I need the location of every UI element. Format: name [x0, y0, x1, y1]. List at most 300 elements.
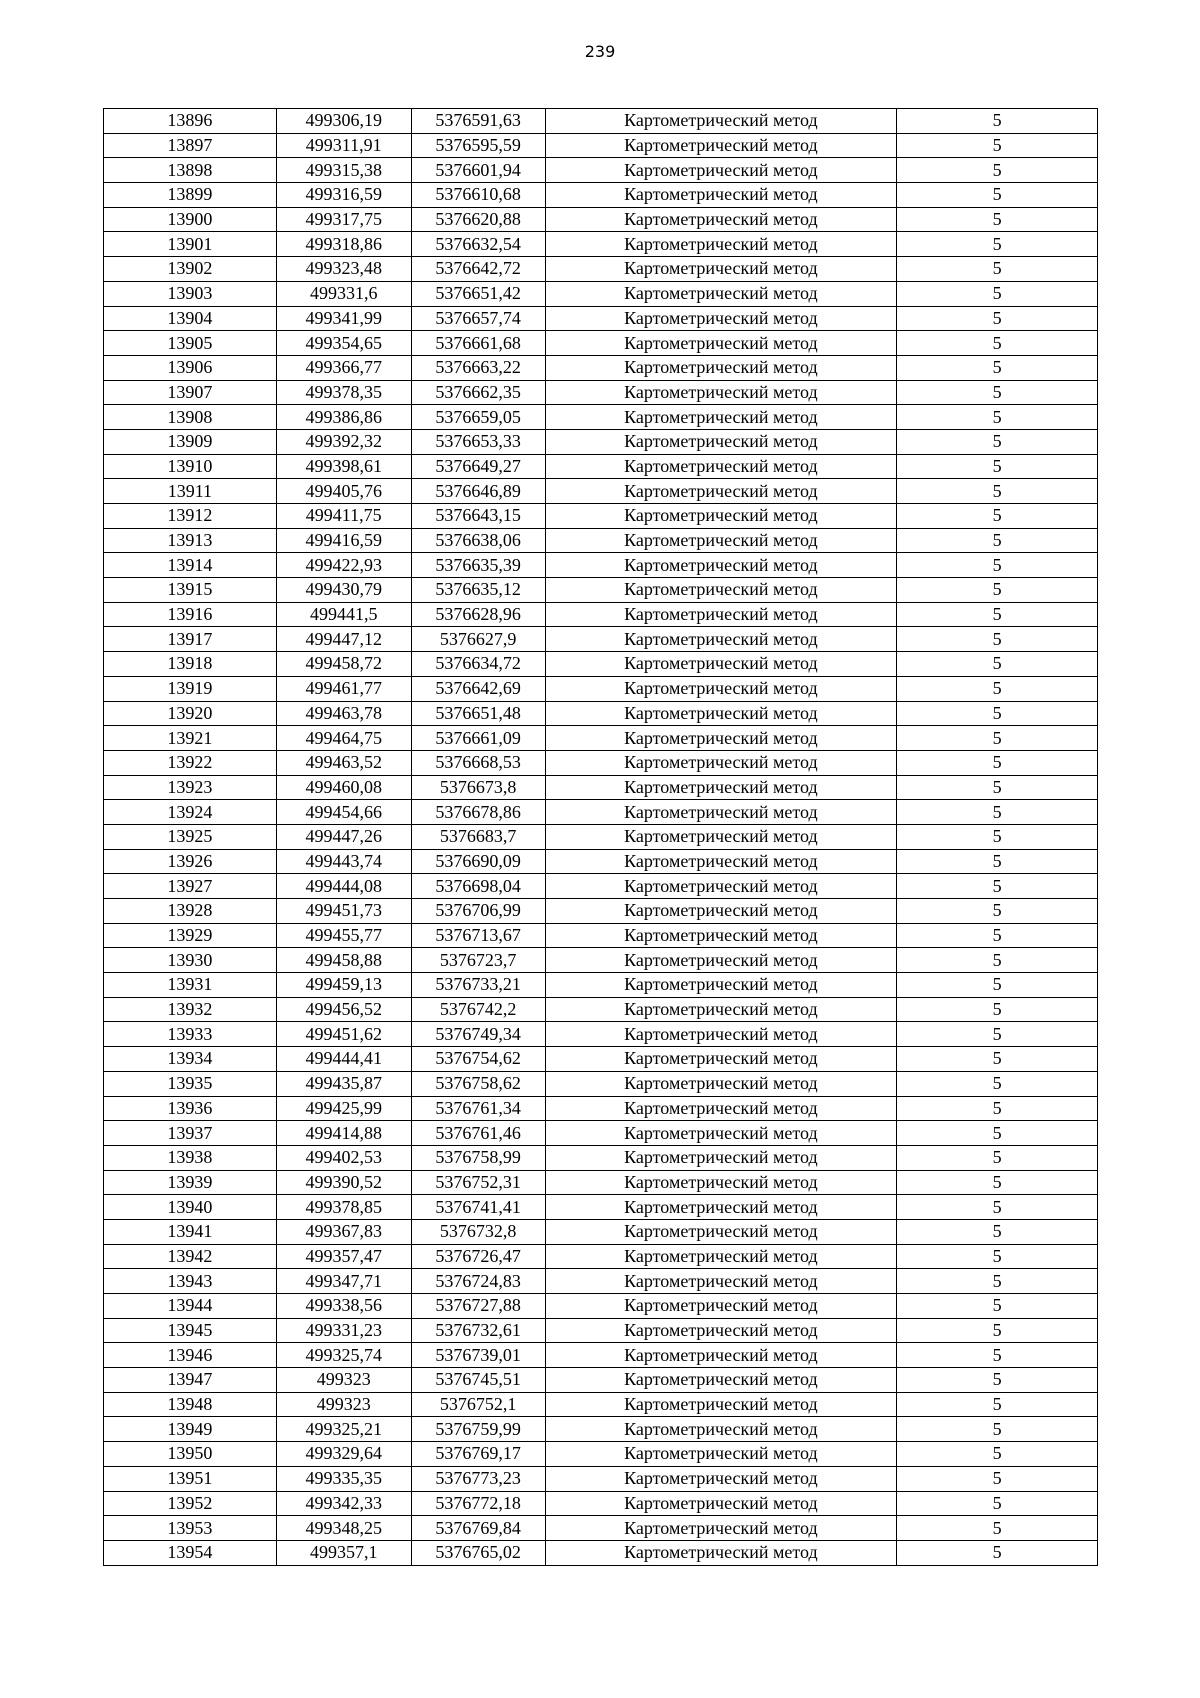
x-coordinate-cell: 499378,85: [276, 1195, 411, 1220]
method-cell: Картометрический метод: [545, 1516, 897, 1541]
accuracy-cell: 5: [897, 676, 1098, 701]
x-coordinate-cell: 499315,38: [276, 158, 411, 183]
x-coordinate-cell: 499405,76: [276, 479, 411, 504]
table-row: [104, 133, 1098, 158]
accuracy-cell: 5: [897, 1071, 1098, 1096]
point-number-cell: 13952: [104, 1491, 277, 1516]
accuracy-cell: 5: [897, 257, 1098, 282]
x-coordinate-cell: 499441,5: [276, 602, 411, 627]
method-cell: Картометрический метод: [545, 109, 897, 134]
method-cell: Картометрический метод: [545, 874, 897, 899]
table-row: [104, 1269, 1098, 1294]
table-row: [104, 207, 1098, 232]
accuracy-cell: 5: [897, 232, 1098, 257]
x-coordinate-cell: 499378,35: [276, 380, 411, 405]
x-coordinate-cell: 499463,52: [276, 750, 411, 775]
method-cell: Картометрический метод: [545, 948, 897, 973]
table-row: [104, 454, 1098, 479]
y-coordinate-cell: 5376663,22: [411, 355, 545, 380]
x-coordinate-cell: 499317,75: [276, 207, 411, 232]
accuracy-cell: 5: [897, 1022, 1098, 1047]
accuracy-cell: 5: [897, 504, 1098, 529]
accuracy-cell: 5: [897, 331, 1098, 356]
method-cell: Картометрический метод: [545, 355, 897, 380]
point-number-cell: 13944: [104, 1294, 277, 1319]
y-coordinate-cell: 5376610,68: [411, 183, 545, 208]
y-coordinate-cell: 5376761,34: [411, 1096, 545, 1121]
accuracy-cell: 5: [897, 1294, 1098, 1319]
y-coordinate-cell: 5376683,7: [411, 824, 545, 849]
x-coordinate-cell: 499430,79: [276, 578, 411, 603]
method-cell: Картометрический метод: [545, 1442, 897, 1467]
accuracy-cell: 5: [897, 1145, 1098, 1170]
y-coordinate-cell: 5376741,41: [411, 1195, 545, 1220]
point-number-cell: 13924: [104, 800, 277, 825]
table-row: [104, 528, 1098, 553]
table-row: [104, 257, 1098, 282]
method-cell: Картометрический метод: [545, 133, 897, 158]
y-coordinate-cell: 5376657,74: [411, 306, 545, 331]
x-coordinate-cell: 499458,88: [276, 948, 411, 973]
y-coordinate-cell: 5376601,94: [411, 158, 545, 183]
y-coordinate-cell: 5376732,8: [411, 1219, 545, 1244]
y-coordinate-cell: 5376742,2: [411, 997, 545, 1022]
table-row: [104, 331, 1098, 356]
method-cell: Картометрический метод: [545, 1318, 897, 1343]
accuracy-cell: 5: [897, 726, 1098, 751]
x-coordinate-cell: 499460,08: [276, 775, 411, 800]
point-number-cell: 13936: [104, 1096, 277, 1121]
y-coordinate-cell: 5376773,23: [411, 1466, 545, 1491]
y-coordinate-cell: 5376713,67: [411, 923, 545, 948]
table-row: [104, 1491, 1098, 1516]
x-coordinate-cell: 499425,99: [276, 1096, 411, 1121]
point-number-cell: 13931: [104, 973, 277, 998]
method-cell: Картометрический метод: [545, 1071, 897, 1096]
y-coordinate-cell: 5376595,59: [411, 133, 545, 158]
point-number-cell: 13920: [104, 701, 277, 726]
y-coordinate-cell: 5376649,27: [411, 454, 545, 479]
table-row: [104, 874, 1098, 899]
x-coordinate-cell: 499444,41: [276, 1047, 411, 1072]
accuracy-cell: 5: [897, 1466, 1098, 1491]
table-row: [104, 1219, 1098, 1244]
table-row: [104, 652, 1098, 677]
method-cell: Картометрический метод: [545, 775, 897, 800]
point-number-cell: 13942: [104, 1244, 277, 1269]
y-coordinate-cell: 5376749,34: [411, 1022, 545, 1047]
x-coordinate-cell: 499447,26: [276, 824, 411, 849]
point-number-cell: 13953: [104, 1516, 277, 1541]
x-coordinate-cell: 499414,88: [276, 1121, 411, 1146]
y-coordinate-cell: 5376732,61: [411, 1318, 545, 1343]
y-coordinate-cell: 5376765,02: [411, 1540, 545, 1565]
table-row: [104, 1442, 1098, 1467]
point-number-cell: 13918: [104, 652, 277, 677]
table-row: [104, 479, 1098, 504]
x-coordinate-cell: 499456,52: [276, 997, 411, 1022]
accuracy-cell: 5: [897, 355, 1098, 380]
point-number-cell: 13915: [104, 578, 277, 603]
table-row: [104, 183, 1098, 208]
table-row: [104, 1145, 1098, 1170]
accuracy-cell: 5: [897, 973, 1098, 998]
method-cell: Картометрический метод: [545, 602, 897, 627]
x-coordinate-cell: 499325,74: [276, 1343, 411, 1368]
point-number-cell: 13947: [104, 1368, 277, 1393]
y-coordinate-cell: 5376643,15: [411, 504, 545, 529]
point-number-cell: 13930: [104, 948, 277, 973]
y-coordinate-cell: 5376659,05: [411, 405, 545, 430]
table-row: [104, 973, 1098, 998]
point-number-cell: 13949: [104, 1417, 277, 1442]
point-number-cell: 13954: [104, 1540, 277, 1565]
table-row: [104, 578, 1098, 603]
table-row: [104, 1540, 1098, 1565]
point-number-cell: 13932: [104, 997, 277, 1022]
point-number-cell: 13896: [104, 109, 277, 134]
x-coordinate-cell: 499311,91: [276, 133, 411, 158]
method-cell: Картометрический метод: [545, 973, 897, 998]
accuracy-cell: 5: [897, 1121, 1098, 1146]
point-number-cell: 13904: [104, 306, 277, 331]
point-number-cell: 13945: [104, 1318, 277, 1343]
method-cell: Картометрический метод: [545, 553, 897, 578]
point-number-cell: 13927: [104, 874, 277, 899]
table-row: [104, 553, 1098, 578]
table-row: [104, 602, 1098, 627]
x-coordinate-cell: 499342,33: [276, 1491, 411, 1516]
point-number-cell: 13913: [104, 528, 277, 553]
x-coordinate-cell: 499402,53: [276, 1145, 411, 1170]
x-coordinate-cell: 499323,48: [276, 257, 411, 282]
x-coordinate-cell: 499435,87: [276, 1071, 411, 1096]
x-coordinate-cell: 499323: [276, 1368, 411, 1393]
table-row: [104, 1417, 1098, 1442]
x-coordinate-cell: 499316,59: [276, 183, 411, 208]
accuracy-cell: 5: [897, 1491, 1098, 1516]
method-cell: Картометрический метод: [545, 183, 897, 208]
accuracy-cell: 5: [897, 1219, 1098, 1244]
accuracy-cell: 5: [897, 429, 1098, 454]
x-coordinate-cell: 499451,73: [276, 899, 411, 924]
accuracy-cell: 5: [897, 454, 1098, 479]
x-coordinate-cell: 499451,62: [276, 1022, 411, 1047]
accuracy-cell: 5: [897, 281, 1098, 306]
method-cell: Картометрический метод: [545, 726, 897, 751]
point-number-cell: 13897: [104, 133, 277, 158]
method-cell: Картометрический метод: [545, 800, 897, 825]
accuracy-cell: 5: [897, 1195, 1098, 1220]
accuracy-cell: 5: [897, 1417, 1098, 1442]
method-cell: Картометрический метод: [545, 1047, 897, 1072]
x-coordinate-cell: 499459,13: [276, 973, 411, 998]
x-coordinate-cell: 499455,77: [276, 923, 411, 948]
y-coordinate-cell: 5376758,99: [411, 1145, 545, 1170]
y-coordinate-cell: 5376739,01: [411, 1343, 545, 1368]
x-coordinate-cell: 499416,59: [276, 528, 411, 553]
table-row: [104, 627, 1098, 652]
table-row: [104, 923, 1098, 948]
method-cell: Картометрический метод: [545, 1343, 897, 1368]
table-row: [104, 306, 1098, 331]
y-coordinate-cell: 5376673,8: [411, 775, 545, 800]
y-coordinate-cell: 5376632,54: [411, 232, 545, 257]
y-coordinate-cell: 5376758,62: [411, 1071, 545, 1096]
x-coordinate-cell: 499348,25: [276, 1516, 411, 1541]
point-number-cell: 13941: [104, 1219, 277, 1244]
table-row: [104, 800, 1098, 825]
point-number-cell: 13914: [104, 553, 277, 578]
table-row: [104, 676, 1098, 701]
table-row: [104, 109, 1098, 134]
method-cell: Картометрический метод: [545, 429, 897, 454]
accuracy-cell: 5: [897, 405, 1098, 430]
table-row: [104, 281, 1098, 306]
point-number-cell: 13909: [104, 429, 277, 454]
point-number-cell: 13910: [104, 454, 277, 479]
x-coordinate-cell: 499318,86: [276, 232, 411, 257]
x-coordinate-cell: 499367,83: [276, 1219, 411, 1244]
table-row: [104, 1392, 1098, 1417]
point-number-cell: 13928: [104, 899, 277, 924]
accuracy-cell: 5: [897, 207, 1098, 232]
method-cell: Картометрический метод: [545, 306, 897, 331]
x-coordinate-cell: 499398,61: [276, 454, 411, 479]
y-coordinate-cell: 5376620,88: [411, 207, 545, 232]
method-cell: Картометрический метод: [545, 1294, 897, 1319]
y-coordinate-cell: 5376752,1: [411, 1392, 545, 1417]
x-coordinate-cell: 499357,1: [276, 1540, 411, 1565]
x-coordinate-cell: 499458,72: [276, 652, 411, 677]
method-cell: Картометрический метод: [545, 1540, 897, 1565]
point-number-cell: 13919: [104, 676, 277, 701]
method-cell: Картометрический метод: [545, 627, 897, 652]
method-cell: Картометрический метод: [545, 1096, 897, 1121]
accuracy-cell: 5: [897, 306, 1098, 331]
table-row: [104, 405, 1098, 430]
y-coordinate-cell: 5376651,48: [411, 701, 545, 726]
y-coordinate-cell: 5376745,51: [411, 1368, 545, 1393]
accuracy-cell: 5: [897, 1442, 1098, 1467]
point-number-cell: 13908: [104, 405, 277, 430]
y-coordinate-cell: 5376706,99: [411, 899, 545, 924]
y-coordinate-cell: 5376646,89: [411, 479, 545, 504]
x-coordinate-cell: 499461,77: [276, 676, 411, 701]
point-number-cell: 13917: [104, 627, 277, 652]
method-cell: Картометрический метод: [545, 676, 897, 701]
point-number-cell: 13901: [104, 232, 277, 257]
table-row: [104, 1244, 1098, 1269]
accuracy-cell: 5: [897, 1516, 1098, 1541]
y-coordinate-cell: 5376723,7: [411, 948, 545, 973]
method-cell: Картометрический метод: [545, 454, 897, 479]
y-coordinate-cell: 5376761,46: [411, 1121, 545, 1146]
point-number-cell: 13948: [104, 1392, 277, 1417]
point-number-cell: 13925: [104, 824, 277, 849]
accuracy-cell: 5: [897, 874, 1098, 899]
x-coordinate-cell: 499454,66: [276, 800, 411, 825]
x-coordinate-cell: 499392,32: [276, 429, 411, 454]
y-coordinate-cell: 5376635,12: [411, 578, 545, 603]
point-number-cell: 13898: [104, 158, 277, 183]
method-cell: Картометрический метод: [545, 923, 897, 948]
y-coordinate-cell: 5376642,72: [411, 257, 545, 282]
method-cell: Картометрический метод: [545, 1417, 897, 1442]
y-coordinate-cell: 5376661,09: [411, 726, 545, 751]
method-cell: Картометрический метод: [545, 824, 897, 849]
method-cell: Картометрический метод: [545, 281, 897, 306]
accuracy-cell: 5: [897, 750, 1098, 775]
accuracy-cell: 5: [897, 1540, 1098, 1565]
point-number-cell: 13940: [104, 1195, 277, 1220]
method-cell: Картометрический метод: [545, 849, 897, 874]
table-row: [104, 1368, 1098, 1393]
y-coordinate-cell: 5376635,39: [411, 553, 545, 578]
method-cell: Картометрический метод: [545, 1491, 897, 1516]
table-row: [104, 429, 1098, 454]
accuracy-cell: 5: [897, 1096, 1098, 1121]
point-number-cell: 13926: [104, 849, 277, 874]
accuracy-cell: 5: [897, 1368, 1098, 1393]
method-cell: Картометрический метод: [545, 1219, 897, 1244]
point-number-cell: 13939: [104, 1170, 277, 1195]
method-cell: Картометрический метод: [545, 158, 897, 183]
point-number-cell: 13922: [104, 750, 277, 775]
x-coordinate-cell: 499354,65: [276, 331, 411, 356]
accuracy-cell: 5: [897, 1392, 1098, 1417]
table-row: [104, 1294, 1098, 1319]
method-cell: Картометрический метод: [545, 405, 897, 430]
x-coordinate-cell: 499338,56: [276, 1294, 411, 1319]
x-coordinate-cell: 499443,74: [276, 849, 411, 874]
x-coordinate-cell: 499357,47: [276, 1244, 411, 1269]
table-row: [104, 1022, 1098, 1047]
method-cell: Картометрический метод: [545, 1022, 897, 1047]
accuracy-cell: 5: [897, 380, 1098, 405]
x-coordinate-cell: 499329,64: [276, 1442, 411, 1467]
table-row: [104, 355, 1098, 380]
y-coordinate-cell: 5376726,47: [411, 1244, 545, 1269]
point-number-cell: 13899: [104, 183, 277, 208]
method-cell: Картометрический метод: [545, 578, 897, 603]
x-coordinate-cell: 499347,71: [276, 1269, 411, 1294]
y-coordinate-cell: 5376642,69: [411, 676, 545, 701]
y-coordinate-cell: 5376690,09: [411, 849, 545, 874]
method-cell: Картометрический метод: [545, 1269, 897, 1294]
y-coordinate-cell: 5376727,88: [411, 1294, 545, 1319]
method-cell: Картометрический метод: [545, 997, 897, 1022]
table-row: [104, 1466, 1098, 1491]
table-row: [104, 504, 1098, 529]
table-row: [104, 232, 1098, 257]
coordinates-table-body: [104, 109, 1098, 1566]
method-cell: Картометрический метод: [545, 331, 897, 356]
accuracy-cell: 5: [897, 948, 1098, 973]
accuracy-cell: 5: [897, 158, 1098, 183]
accuracy-cell: 5: [897, 627, 1098, 652]
y-coordinate-cell: 5376651,42: [411, 281, 545, 306]
accuracy-cell: 5: [897, 1318, 1098, 1343]
accuracy-cell: 5: [897, 849, 1098, 874]
x-coordinate-cell: 499306,19: [276, 109, 411, 134]
point-number-cell: 13951: [104, 1466, 277, 1491]
x-coordinate-cell: 499386,86: [276, 405, 411, 430]
point-number-cell: 13903: [104, 281, 277, 306]
x-coordinate-cell: 499325,21: [276, 1417, 411, 1442]
method-cell: Картометрический метод: [545, 1392, 897, 1417]
method-cell: Картометрический метод: [545, 1368, 897, 1393]
method-cell: Картометрический метод: [545, 1195, 897, 1220]
method-cell: Картометрический метод: [545, 504, 897, 529]
table-row: [104, 380, 1098, 405]
table-row: [104, 1071, 1098, 1096]
table-row: [104, 1047, 1098, 1072]
point-number-cell: 13911: [104, 479, 277, 504]
method-cell: Картометрический метод: [545, 1145, 897, 1170]
x-coordinate-cell: 499447,12: [276, 627, 411, 652]
method-cell: Картометрический метод: [545, 1121, 897, 1146]
point-number-cell: 13950: [104, 1442, 277, 1467]
accuracy-cell: 5: [897, 528, 1098, 553]
accuracy-cell: 5: [897, 479, 1098, 504]
table-row: [104, 1516, 1098, 1541]
accuracy-cell: 5: [897, 602, 1098, 627]
table-row: [104, 701, 1098, 726]
x-coordinate-cell: 499323: [276, 1392, 411, 1417]
y-coordinate-cell: 5376634,72: [411, 652, 545, 677]
method-cell: Картометрический метод: [545, 1244, 897, 1269]
method-cell: Картометрический метод: [545, 701, 897, 726]
accuracy-cell: 5: [897, 1269, 1098, 1294]
method-cell: Картометрический метод: [545, 652, 897, 677]
y-coordinate-cell: 5376668,53: [411, 750, 545, 775]
y-coordinate-cell: 5376769,17: [411, 1442, 545, 1467]
y-coordinate-cell: 5376752,31: [411, 1170, 545, 1195]
point-number-cell: 13935: [104, 1071, 277, 1096]
y-coordinate-cell: 5376661,68: [411, 331, 545, 356]
table-row: [104, 849, 1098, 874]
accuracy-cell: 5: [897, 109, 1098, 134]
point-number-cell: 13916: [104, 602, 277, 627]
x-coordinate-cell: 499390,52: [276, 1170, 411, 1195]
method-cell: Картометрический метод: [545, 899, 897, 924]
x-coordinate-cell: 499422,93: [276, 553, 411, 578]
accuracy-cell: 5: [897, 578, 1098, 603]
accuracy-cell: 5: [897, 775, 1098, 800]
table-row: [104, 899, 1098, 924]
y-coordinate-cell: 5376724,83: [411, 1269, 545, 1294]
accuracy-cell: 5: [897, 183, 1098, 208]
table-row: [104, 1318, 1098, 1343]
x-coordinate-cell: 499366,77: [276, 355, 411, 380]
table-row: [104, 750, 1098, 775]
point-number-cell: 13923: [104, 775, 277, 800]
method-cell: Картометрический метод: [545, 1466, 897, 1491]
method-cell: Картометрический метод: [545, 232, 897, 257]
accuracy-cell: 5: [897, 1047, 1098, 1072]
point-number-cell: 13946: [104, 1343, 277, 1368]
point-number-cell: 13937: [104, 1121, 277, 1146]
point-number-cell: 13905: [104, 331, 277, 356]
y-coordinate-cell: 5376628,96: [411, 602, 545, 627]
table-row: [104, 726, 1098, 751]
point-number-cell: 13906: [104, 355, 277, 380]
point-number-cell: 13934: [104, 1047, 277, 1072]
table-row: [104, 997, 1098, 1022]
method-cell: Картометрический метод: [545, 750, 897, 775]
table-row: [104, 824, 1098, 849]
